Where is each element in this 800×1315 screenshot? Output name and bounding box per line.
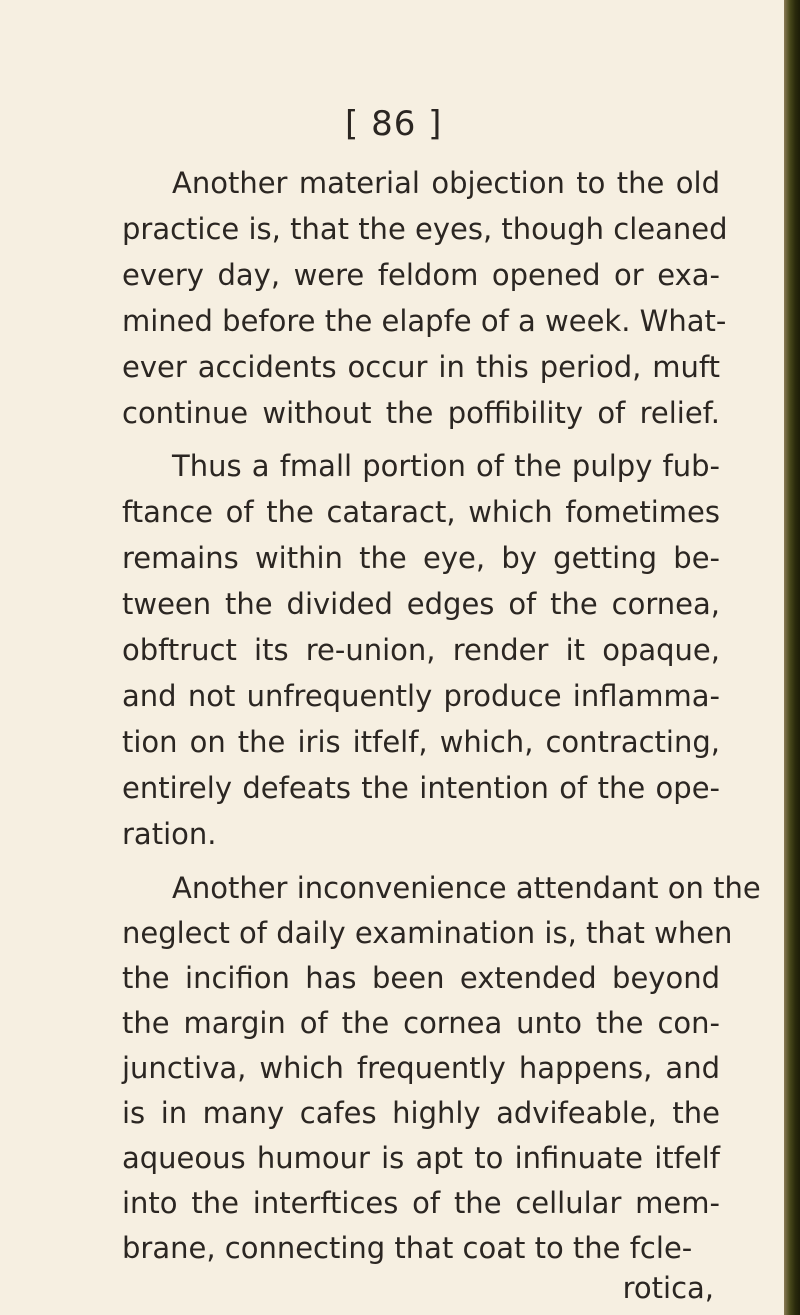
- text-line: tween the divided edges of the cornea,: [122, 587, 720, 621]
- text-line: ever accidents occur in this period, muft: [122, 350, 720, 384]
- text-line: brane, connecting that coat to the fcle-: [122, 1231, 693, 1265]
- text-line: and not unfrequently produce inflamma-: [122, 679, 720, 713]
- text-line: every day, were feldom opened or exa-: [122, 258, 720, 292]
- text-line: Another material objection to the old: [172, 166, 720, 200]
- text-line: is in many cafes highly advifeable, the: [122, 1096, 720, 1130]
- text-line: junctiva, which frequently happens, and: [122, 1051, 720, 1085]
- text-line: ftance of the cataract, which fometimes: [122, 495, 720, 529]
- text-line: tion on the iris itfelf, which, contracting,: [122, 725, 720, 759]
- text-line: Thus a fmall portion of the pulpy fub-: [172, 449, 720, 483]
- page-number: [ 86 ]: [345, 104, 443, 144]
- text-line: entirely defeats the intention of the ope-: [122, 771, 720, 805]
- text-line: the incifion has been extended beyond: [122, 961, 720, 995]
- text-line: into the interftices of the cellular mem-: [122, 1186, 720, 1220]
- text-line: mined before the elapfe of a week. What-: [122, 304, 727, 338]
- text-line: Another inconvenience attendant on the: [172, 871, 761, 905]
- text-line: remains within the eye, by getting be-: [122, 541, 720, 575]
- text-line: obftruct its re-union, render it opaque,: [122, 633, 720, 667]
- text-line: continue without the poffibility of relief.: [122, 396, 720, 430]
- page-edge-shadow: [784, 0, 800, 1315]
- text-line: the margin of the cornea unto the con-: [122, 1006, 720, 1040]
- text-line: neglect of daily examination is, that when: [122, 916, 733, 950]
- text-line: practice is, that the eyes, though cleaned: [122, 212, 728, 246]
- catchword: rotica,: [622, 1271, 714, 1305]
- text-line: ration.: [122, 817, 217, 851]
- text-line: aqueous humour is apt to infinuate itfelf: [122, 1141, 720, 1175]
